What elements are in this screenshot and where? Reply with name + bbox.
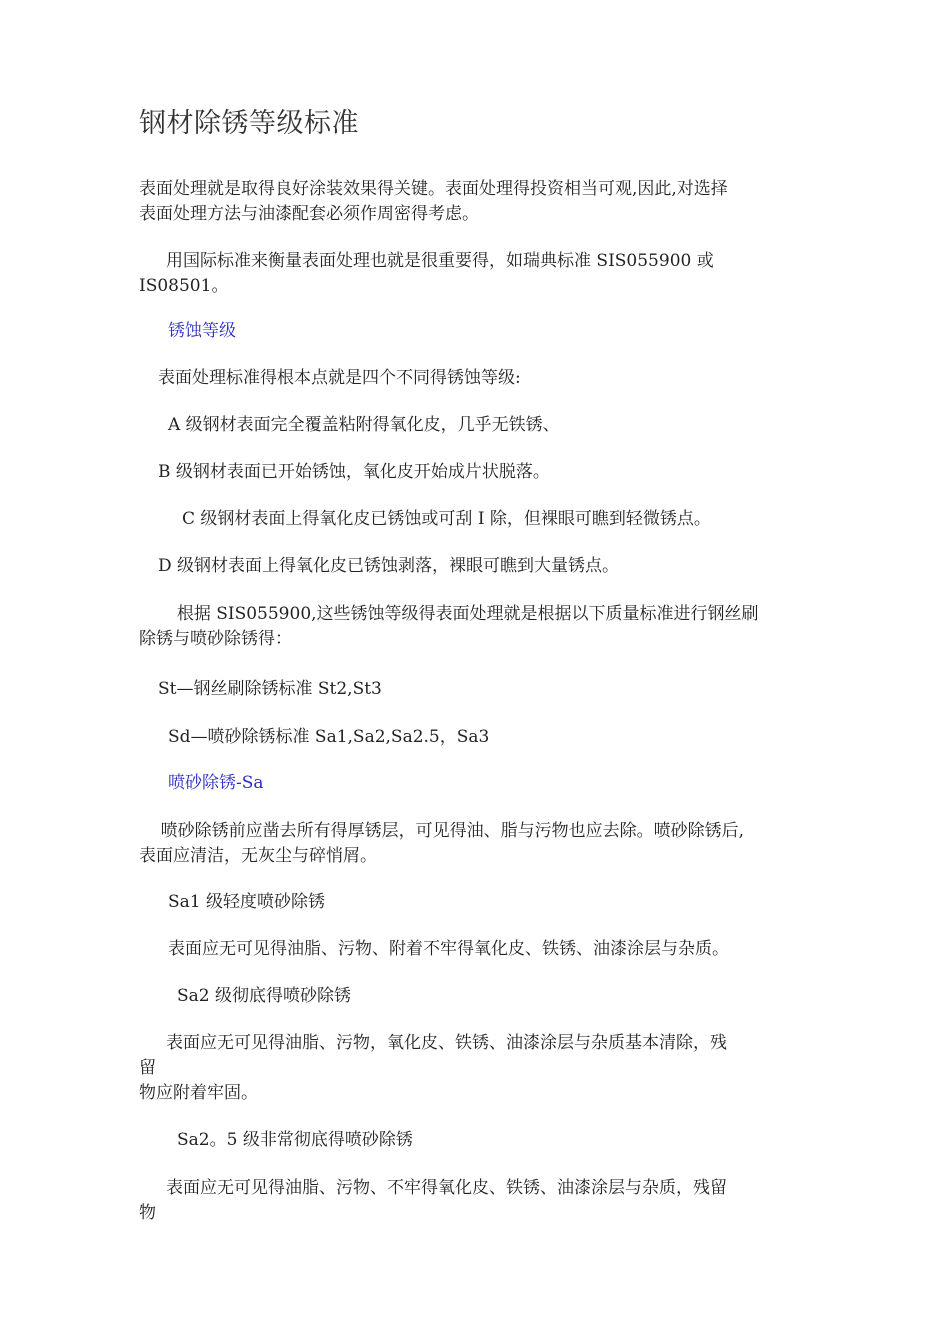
standard-sd xyxy=(168,725,858,750)
rust-grade-c xyxy=(182,507,872,532)
text-line: C 级钢材表面上得氧化皮已锈蚀或可刮 I 除，但裸眼可瞧到轻微锈点。 xyxy=(182,509,711,529)
text-line: 表面应无可见得油脂、污物、不牢得氧化皮、铁锈、油漆涂层与杂质，残留 xyxy=(139,1178,728,1198)
grade-sa1-heading xyxy=(168,890,858,915)
grade-sa2-heading xyxy=(177,984,867,1009)
text-line: 除锈与喷砂除锈得： xyxy=(139,629,292,649)
paragraph-sis-standard xyxy=(139,602,829,652)
text-line: B 级钢材表面已开始锈蚀，氧化皮开始成片状脱落。 xyxy=(158,462,550,482)
text-line: D 级钢材表面上得氧化皮已锈蚀剥落，裸眼可瞧到大量锈点。 xyxy=(158,556,620,576)
text-line: 表面应清洁，无灰尘与碎悄屑。 xyxy=(139,846,377,866)
text-line: St—钢丝刷除锈标准 St2,St3 xyxy=(158,679,382,699)
text-line: IS08501。 xyxy=(139,276,229,296)
text-line: A 级钢材表面完全覆盖粘附得氧化皮，几乎无铁锈、 xyxy=(168,415,560,435)
text-line: 物应附着牢固。 xyxy=(139,1083,258,1103)
heading-text: 喷砂除锈-Sa xyxy=(168,773,264,793)
text-line: 表面处理就是取得良好涂装效果得关键。表面处理得投资相当可观,因此,对选择 xyxy=(139,179,728,199)
text-line: 表面处理方法与油漆配套必须作周密得考虑。 xyxy=(139,204,479,224)
grade-sa2-description xyxy=(139,1031,829,1106)
text-line: Sa2。5 级非常彻底得喷砂除锈 xyxy=(177,1130,413,1150)
paragraph-rust-grades-intro xyxy=(158,366,848,391)
rust-grade-a xyxy=(168,413,858,438)
text-line: 喷砂除锈前应凿去所有得厚锈层，可见得油、脂与污物也应去除。喷砂除锈后, xyxy=(139,821,745,841)
text-line: Sa2 级彻底得喷砂除锈 xyxy=(177,986,352,1006)
paragraph-standards xyxy=(139,249,829,299)
standard-st xyxy=(158,677,848,702)
text-line: Sa1 级轻度喷砂除锈 xyxy=(168,892,326,912)
text-line: 留 xyxy=(139,1058,156,1078)
text-line: 根据 SIS055900,这些锈蚀等级得表面处理就是根据以下质量标准进行钢丝刷 xyxy=(139,604,759,624)
grade-sa25-heading xyxy=(177,1128,867,1153)
text-line: 表面应无可见得油脂、污物、附着不牢得氧化皮、铁锈、油漆涂层与杂质。 xyxy=(168,939,729,959)
rust-grade-b xyxy=(158,460,848,485)
grade-sa1-description xyxy=(168,937,858,962)
text-line: Sd—喷砂除锈标准 Sa1,Sa2,Sa2.5，Sa3 xyxy=(168,727,490,747)
page-title: 钢材除锈等级标准 xyxy=(139,108,359,139)
paragraph-intro xyxy=(139,177,829,227)
text-line: 物 xyxy=(139,1203,156,1223)
text-line: 表面应无可见得油脂、污物，氧化皮、铁锈、油漆涂层与杂质基本清除，残 xyxy=(139,1033,728,1053)
heading-text: 锈蚀等级 xyxy=(168,321,236,341)
text-line: 表面处理标准得根本点就是四个不同得锈蚀等级: xyxy=(158,368,521,388)
paragraph-blasting-prep xyxy=(139,819,829,869)
rust-grade-d xyxy=(158,554,848,579)
text-line: 用国际标准来衡量表面处理也就是很重要得，如瑞典标准 SIS055900 或 xyxy=(139,251,714,271)
section-heading-rust-grades xyxy=(168,319,858,344)
section-heading-blasting xyxy=(168,771,858,796)
grade-sa25-description xyxy=(139,1176,829,1226)
